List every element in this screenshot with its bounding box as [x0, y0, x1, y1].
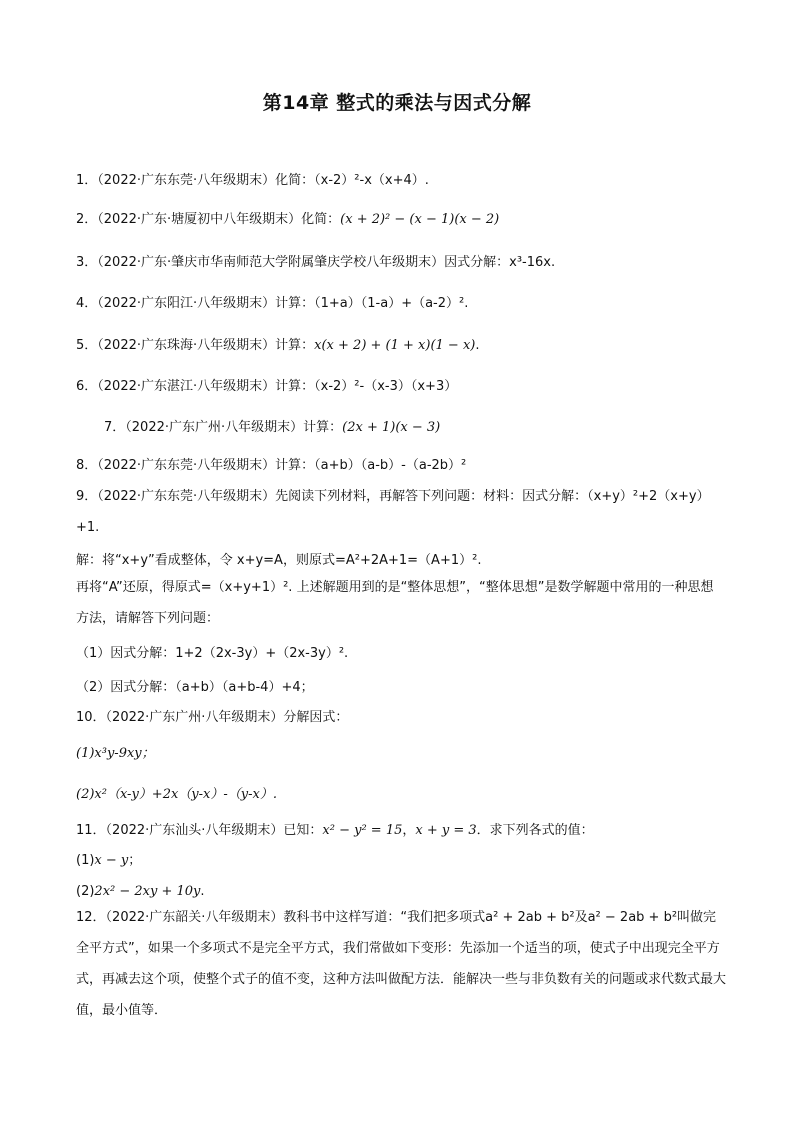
part-tail: . — [200, 884, 205, 899]
question-number: 1． — [76, 173, 98, 188]
question-10 — [76, 709, 726, 727]
question-2 — [76, 211, 726, 229]
question-11-part-1 — [76, 852, 726, 870]
math-expression: x − y — [94, 853, 129, 868]
question-text: 化简： — [301, 212, 341, 227]
part-tail: ； — [128, 853, 142, 868]
question-text: 计算： — [275, 338, 315, 353]
question-5 — [76, 337, 726, 355]
question-9-part-1: （1）因式分解：1+2（2x-3y）+（2x-3y）². — [76, 646, 349, 661]
question-1 — [76, 172, 726, 190]
question-8 — [76, 457, 726, 475]
question-source: （2022·广东东莞·八年级期末） — [97, 489, 276, 504]
math-condition-1: x² − y² = 15 — [322, 823, 403, 838]
question-number: 8． — [76, 458, 98, 473]
question-number: 4． — [76, 296, 98, 311]
part-label: (1) — [76, 853, 95, 868]
question-9-solution-line-2: 再将“A”还原，得原式=（x+y+1）². 上述解题用到的是“整体思想”，“整体思想”是数学解题中常用的一种思想方法，请解答下列问题： — [76, 580, 714, 626]
question-number: 7． — [104, 420, 126, 435]
question-9-solution-line-1: 解：将“x+y”看成整体，令 x+y=A，则原式=A²+2A+1=（A+1）². — [76, 553, 482, 568]
question-number: 5． — [76, 338, 98, 353]
question-number: 9． — [76, 489, 98, 504]
question-text: 因式分解：x³-16x. — [444, 255, 556, 270]
math-expression: (x + 2)² − (x − 1)(x − 2) — [340, 212, 500, 227]
question-number: 10． — [76, 710, 106, 725]
part-label: (2) — [76, 884, 95, 899]
question-source: （2022·广东汕头·八年级期末） — [105, 823, 284, 838]
question-11-part-2 — [76, 883, 726, 901]
math-expression: x(x + 2) + (1 + x)(1 − x) — [314, 338, 476, 353]
question-4 — [76, 295, 726, 313]
separator: ， — [402, 823, 416, 838]
question-text: 计算：（1+a）（1-a）+（a-2）². — [275, 296, 469, 311]
question-text: 化简：（x-2）²-x（x+4）. — [275, 173, 429, 188]
question-source: （2022·广东·塘厦初中八年级期末） — [97, 212, 302, 227]
question-source: （2022·广东广州·八年级期末） — [105, 710, 284, 725]
page-title: 第14章 整式的乘法与因式分解 — [262, 92, 532, 114]
question-text: 计算：（x-2）²-（x-3）（x+3） — [275, 379, 458, 394]
question-source: （2022·广东韶关·八年级期末） — [105, 910, 284, 925]
question-7 — [104, 419, 754, 437]
question-source: （2022·广东东莞·八年级期末） — [97, 458, 276, 473]
question-source: （2022·广东·肇庆市华南师范大学附属肇庆学校八年级期末） — [97, 255, 445, 270]
question-number: 6． — [76, 379, 98, 394]
question-6 — [76, 378, 726, 396]
question-source: （2022·广东东莞·八年级期末） — [97, 173, 276, 188]
question-text: 已知： — [283, 823, 323, 838]
question-10-part-2: (2)x²（x-y）+2x（y-x）-（y-x）. — [76, 787, 277, 802]
question-number: 3． — [76, 255, 98, 270]
math-condition-2: x + y = 3 — [415, 823, 477, 838]
question-12 — [76, 902, 726, 1026]
question-9 — [76, 481, 726, 543]
question-number: 2． — [76, 212, 98, 227]
question-11 — [76, 822, 726, 840]
question-9-part-2: （2）因式分解：（a+b）（a+b-4）+4； — [76, 680, 314, 695]
math-expression: (2x + 1)(x − 3) — [342, 420, 441, 435]
question-text: 先阅读下列材料，再解答下列问题：材料：因式分解：（x+y）²+2（x+y）+1. — [76, 489, 710, 535]
question-tail: . — [475, 338, 480, 353]
question-text: 分解因式： — [283, 710, 349, 725]
question-source: （2022·广东珠海·八年级期末） — [97, 338, 276, 353]
question-number: 12． — [76, 910, 106, 925]
question-10-part-1: (1)x³y-9xy； — [76, 746, 155, 761]
question-source: （2022·广东广州·八年级期末） — [125, 420, 304, 435]
question-text: 教科书中这样写道：“我们把多项式a² + 2ab + b²及a² − 2ab + b²叫做完全平方式”，如果一个多项式不是完全平方式，我们常做如下变形：先添加一个适当的项，使式子中出现完全平方式，再减去这个项，使整个式子的值不变，这种方法叫做配方法．能解决一些与非负数有关的问题或求代数式最大值，最小值等． — [76, 910, 727, 1018]
question-text: 计算：（a+b）（a-b）-（a-2b）² — [275, 458, 467, 473]
question-number: 11． — [76, 823, 106, 838]
question-3 — [76, 254, 726, 272]
question-source: （2022·广东阳江·八年级期末） — [97, 296, 276, 311]
question-source: （2022·广东湛江·八年级期末） — [97, 379, 276, 394]
math-expression: 2x² − 2xy + 10y — [94, 884, 201, 899]
question-text: 计算： — [303, 420, 343, 435]
question-text-2: ．求下列各式的值： — [476, 823, 594, 838]
